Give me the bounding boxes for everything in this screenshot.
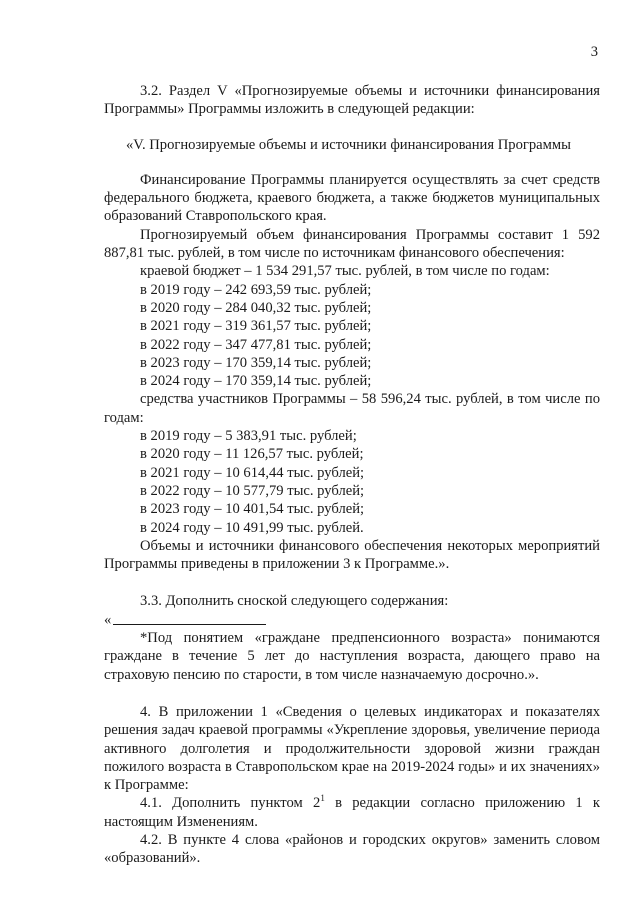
spacer (104, 119, 600, 136)
footnote-rule (113, 624, 266, 625)
year-line: в 2019 году – 242 693,59 тыс. рублей; (140, 281, 372, 298)
appendix-reference: Объемы и источники финансового обеспечения некоторых мероприятий Программы приведены в приложении 3 к Программе.». (104, 537, 600, 573)
paragraph-3-3: 3.3. Дополнить сноской следующего содержания: (140, 593, 449, 610)
footnote-text: *Под понятием «граждане предпенсионного возраста» понимаются граждане в течение 5 лет до наступления возраста, дающего право на страховую пенсию по старости, в том числе назначаемую досрочно.». (104, 630, 600, 683)
paragraph-3-2: 3.2. Раздел V «Прогнозируемые объемы и источники финансирования Программы» Программы изложить в следующей редакции: (104, 83, 600, 118)
spacer (104, 154, 600, 171)
paragraph-4-1 (104, 794, 600, 831)
year-line: в 2020 году – 284 040,32 тыс. рублей; (140, 299, 372, 316)
year-line: в 2020 году – 11 126,57 тыс. рублей; (140, 446, 364, 463)
spacer (104, 684, 600, 703)
footnote-open-quote: « (104, 611, 112, 628)
paragraph-4: 4. В приложении 1 «Сведения о целевых индикаторах и показателях решения задач краевой программы «Укрепление здоровья, увеличение периода активного долголетия и продолжительности здоровой жизни граждан пожилого возраста в Ставропольском крае на 2019-2024 годы» и их значениях» к Программе: (104, 703, 600, 794)
year-line: в 2021 году – 10 614,44 тыс. рублей; (140, 464, 365, 481)
total-volume: Прогнозируемый объем финансирования Программы составит 1 592 887,81 тыс. рублей, в том числе по источникам финансового обеспечения: (104, 226, 600, 262)
p41-superscript: 1 (320, 793, 325, 804)
footnote-separator (104, 611, 600, 629)
paragraph-4-2: 4.2. В пункте 4 слова «районов и городских округов» заменить словом «образований». (104, 831, 600, 867)
year-line: в 2024 году – 10 491,99 тыс. рублей. (140, 519, 364, 536)
regional-budget-label: краевой бюджет – 1 534 291,57 тыс. рублей, в том числе по годам: (140, 263, 550, 280)
year-line: в 2023 году – 170 359,14 тыс. рублей; (140, 354, 372, 371)
financing-intro: Финансирование Программы планируется осуществлять за счет средств федерального бюджета, краевого бюджета, а также бюджетов муниципальных образований Ставропольского края. (104, 171, 600, 225)
section-heading: «V. Прогнозируемые объемы и источники финансирования Программы (126, 136, 571, 153)
regional-budget-years (104, 281, 600, 391)
year-line: в 2024 году – 170 359,14 тыс. рублей; (140, 373, 372, 390)
page-number: 3 (590, 44, 598, 60)
participants-label: средства участников Программы – 58 596,24 тыс. рублей, в том числе по годам: (104, 391, 600, 426)
year-line: в 2019 году – 5 383,91 тыс. рублей; (140, 428, 357, 445)
year-line: в 2022 году – 347 477,81 тыс. рублей; (140, 336, 372, 353)
year-line: в 2022 году – 10 577,79 тыс. рублей; (140, 482, 365, 499)
participants-years (104, 427, 600, 537)
year-line: в 2021 году – 319 361,57 тыс. рублей; (140, 318, 372, 335)
p41-text-after: в редакции согласно приложению 1 к настоящим Изменениям. (104, 795, 600, 830)
spacer (104, 573, 600, 592)
p41-text-before: 4.1. Дополнить пунктом 2 (140, 795, 321, 812)
document-body (104, 82, 600, 868)
year-line: в 2023 году – 10 401,54 тыс. рублей; (140, 501, 365, 518)
